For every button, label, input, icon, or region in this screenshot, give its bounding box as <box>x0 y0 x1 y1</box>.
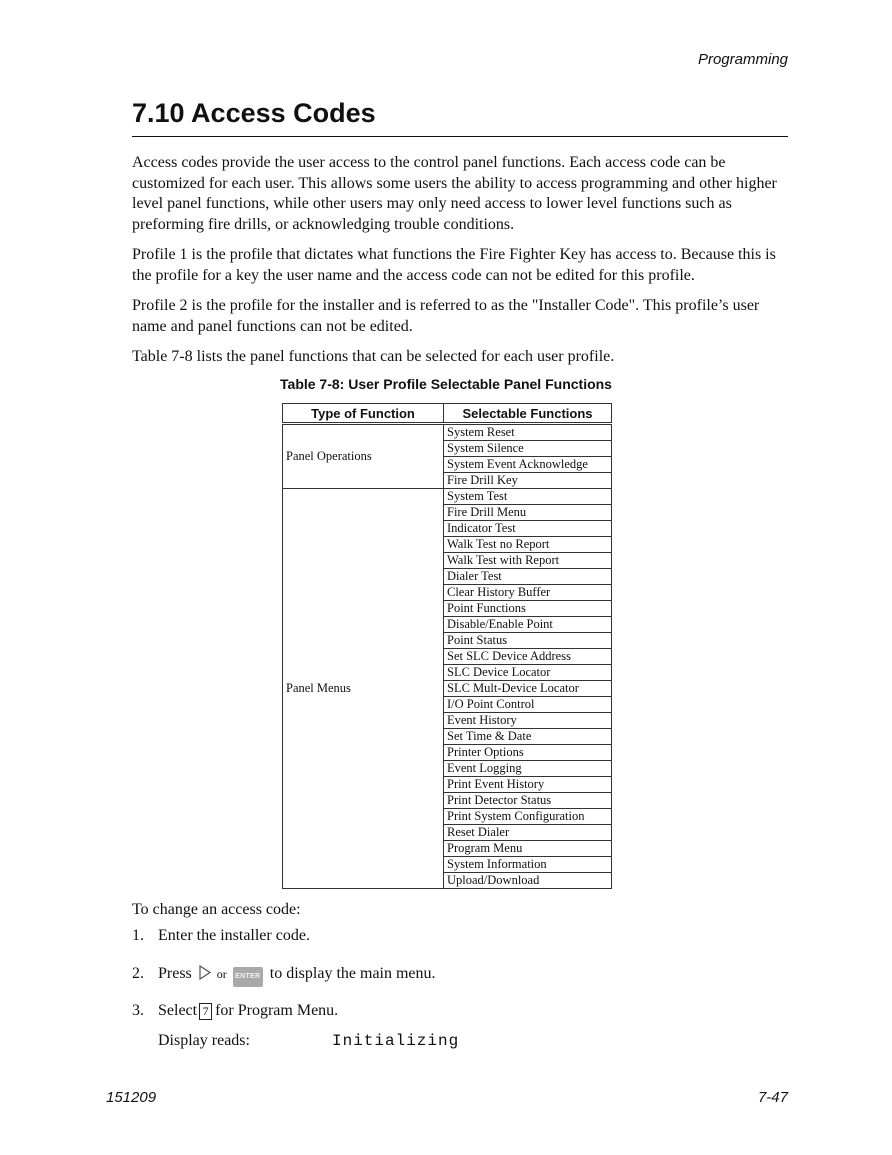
table-caption: Table 7-8: User Profile Selectable Panel Functions <box>280 376 612 392</box>
footer-page-number: 7-47 <box>757 1089 788 1106</box>
step-number: 2. <box>132 965 144 982</box>
selectable-function-cell: Point Functions <box>444 601 612 617</box>
selectable-function-cell: Upload/Download <box>444 873 612 889</box>
running-header: Programming <box>697 51 788 68</box>
right-arrow-key-icon <box>199 965 211 986</box>
paragraph-profile-1: Profile 1 is the profile that dictates what functions the Fire Fighter Key has access to. Because this is the profile for a key the user name and the access code can not be edited for this profile. <box>132 246 776 284</box>
panel-functions-table <box>282 403 612 889</box>
function-type-cell: Panel Operations <box>283 424 444 489</box>
paragraph-table-reference: Table 7-8 lists the panel functions that can be selected for each user profile. <box>132 348 615 365</box>
section-title: 7.10 Access Codes <box>132 96 788 137</box>
footer-doc-number: 151209 <box>106 1089 157 1106</box>
procedure <box>132 900 792 1051</box>
enter-key-icon: ENTER <box>233 967 263 987</box>
display-label: Display reads: <box>158 1032 250 1049</box>
body-text <box>132 153 792 378</box>
paragraph-access-codes: Access codes provide the user access to the control panel functions. Each access code can be customized for each user. This allows some users the ability to access programming and other higher level panel functions, while other users may only need access to lower level functions such as preforming fire drills, or acknowledging trouble conditions. <box>132 154 777 233</box>
step-text-before: Select <box>158 1002 198 1019</box>
selectable-function-cell: Printer Options <box>444 745 612 761</box>
selectable-function-cell: Program Menu <box>444 841 612 857</box>
paragraph-profile-2: Profile 2 is the profile for the installer and is referred to as the "Installer Code". This profile’s user name and panel functions can not be edited. <box>132 297 760 335</box>
selectable-function-cell: Walk Test no Report <box>444 537 612 553</box>
table-body <box>283 424 612 889</box>
column-header-functions: Selectable Functions <box>444 404 612 424</box>
step-number: 3. <box>132 1002 144 1019</box>
display-value: Initializing <box>331 1032 460 1050</box>
selectable-function-cell: Event History <box>444 713 612 729</box>
selectable-function-cell: Fire Drill Key <box>444 473 612 489</box>
step-3 <box>132 1001 792 1021</box>
selectable-function-cell: Print Detector Status <box>444 793 612 809</box>
procedure-intro: To change an access code: <box>132 901 301 918</box>
selectable-function-cell: SLC Mult-Device Locator <box>444 681 612 697</box>
selectable-function-cell: Indicator Test <box>444 521 612 537</box>
key-7-icon: 7 <box>199 1003 212 1020</box>
table-row <box>283 424 612 441</box>
selectable-function-cell: Disable/Enable Point <box>444 617 612 633</box>
selectable-function-cell: System Reset <box>444 424 612 441</box>
step-text-after: to display the main menu. <box>269 965 436 982</box>
selectable-function-cell: I/O Point Control <box>444 697 612 713</box>
step-text: Enter the installer code. <box>158 927 310 944</box>
selectable-function-cell: SLC Device Locator <box>444 665 612 681</box>
function-type-cell: Panel Menus <box>283 489 444 889</box>
selectable-function-cell: System Silence <box>444 441 612 457</box>
selectable-function-cell: Event Logging <box>444 761 612 777</box>
step-2 <box>132 964 792 987</box>
selectable-function-cell: Set Time & Date <box>444 729 612 745</box>
selectable-function-cell: Print Event History <box>444 777 612 793</box>
selectable-function-cell: Dialer Test <box>444 569 612 585</box>
step-text-after: for Program Menu. <box>215 1002 339 1019</box>
table-header-row <box>283 404 612 424</box>
step-1 <box>132 926 792 946</box>
display-reads <box>132 1031 792 1051</box>
column-header-type: Type of Function <box>283 404 444 424</box>
selectable-function-cell: Set SLC Device Address <box>444 649 612 665</box>
selectable-function-cell: Walk Test with Report <box>444 553 612 569</box>
selectable-function-cell: Print System Configuration <box>444 809 612 825</box>
selectable-function-cell: Point Status <box>444 633 612 649</box>
step-number: 1. <box>132 927 144 944</box>
selectable-function-cell: System Event Acknowledge <box>444 457 612 473</box>
selectable-function-cell: System Information <box>444 857 612 873</box>
selectable-function-cell: Clear History Buffer <box>444 585 612 601</box>
step-text-before: Press <box>158 965 192 982</box>
selectable-function-cell: Reset Dialer <box>444 825 612 841</box>
selectable-function-cell: System Test <box>444 489 612 505</box>
or-text: or <box>216 967 227 981</box>
selectable-function-cell: Fire Drill Menu <box>444 505 612 521</box>
table-row <box>283 489 612 505</box>
